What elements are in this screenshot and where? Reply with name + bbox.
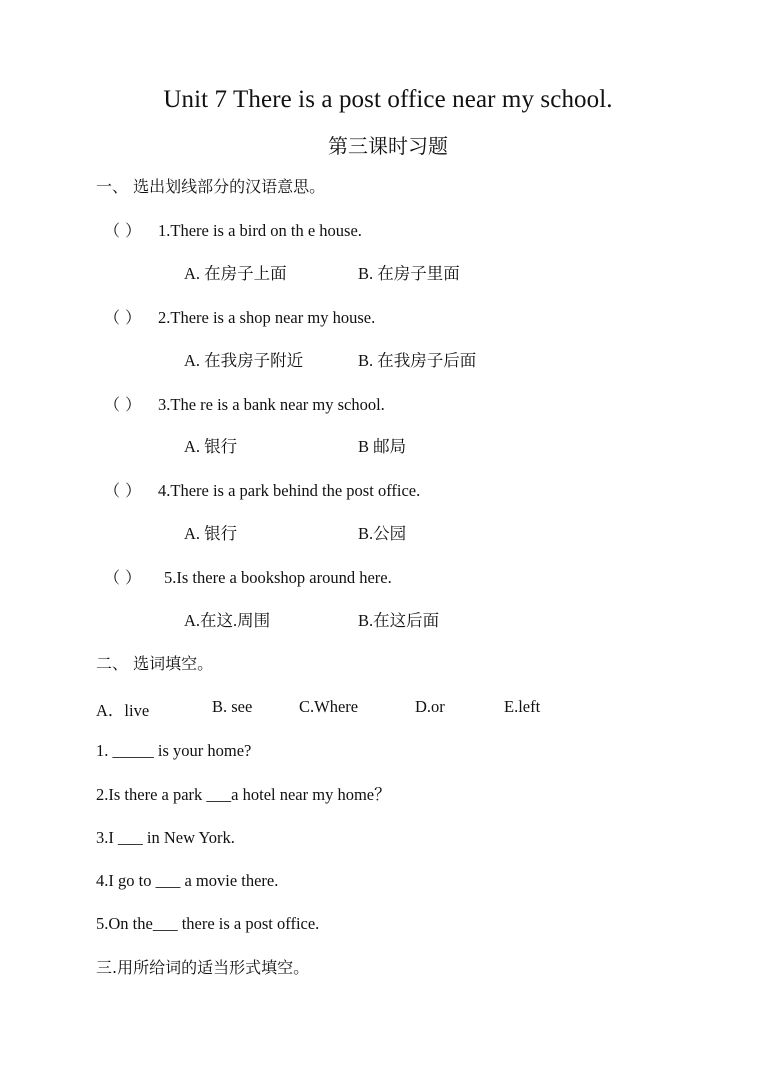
- word-choice-e: E.left: [504, 697, 541, 716]
- question-text: 1.There is a bird on th e house.: [158, 221, 362, 240]
- word-choice-b: B. see: [212, 697, 253, 716]
- option-b: B.公园: [358, 524, 407, 543]
- section3-heading: 三.用所给词的适当形式填空。: [96, 958, 310, 977]
- word-choice-d: D.or: [415, 697, 445, 716]
- answer-bracket: （ ）: [104, 568, 142, 587]
- section2-heading: 二、 选词填空。: [96, 654, 214, 673]
- option-a: A. 银行: [184, 524, 238, 543]
- question-1: [104, 220, 362, 242]
- question-text: 4.There is a park behind the post office.: [158, 481, 421, 500]
- option-b: B. 在房子里面: [358, 264, 460, 283]
- section1-heading: 一、 选出划线部分的汉语意思。: [96, 177, 326, 196]
- question-text: 2.There is a shop near my house.: [158, 308, 376, 327]
- word-choice-c: C.Where: [299, 697, 359, 716]
- fill-sentence-4: 4.I go to ___ a movie there.: [96, 871, 279, 890]
- question-text: 5.Is there a bookshop around here.: [164, 568, 392, 587]
- question-text: 3.The re is a bank near my school.: [158, 395, 385, 414]
- fill-sentence-2: 2.Is there a park ___a hotel near my home？: [96, 785, 391, 804]
- question-2: [104, 307, 375, 329]
- fill-sentence-5: 5.On the___ there is a post office.: [96, 914, 320, 933]
- page-subtitle: 第三课时习题: [328, 134, 448, 158]
- answer-bracket: （ ）: [104, 395, 142, 414]
- question-4: [104, 480, 420, 502]
- option-a: A. 在房子上面: [184, 264, 287, 283]
- option-a: A. 银行: [184, 437, 238, 456]
- option-a: A.在这.周围: [184, 611, 271, 630]
- fill-sentence-3: 3.I ___ in New York.: [96, 828, 235, 847]
- option-b: B. 在我房子后面: [358, 351, 477, 370]
- question-3: [104, 394, 385, 416]
- word-choice-a: A．live: [96, 701, 150, 720]
- question-5: [104, 567, 392, 589]
- option-b: B 邮局: [358, 437, 407, 456]
- page-title: Unit 7 There is a post office near my school.: [163, 86, 613, 113]
- option-a: A. 在我房子附近: [184, 351, 304, 370]
- answer-bracket: （ ）: [104, 221, 142, 240]
- fill-sentence-1: 1. _____ is your home?: [96, 741, 252, 760]
- option-b: B.在这后面: [358, 611, 440, 630]
- answer-bracket: （ ）: [104, 308, 142, 327]
- answer-bracket: （ ）: [104, 481, 142, 500]
